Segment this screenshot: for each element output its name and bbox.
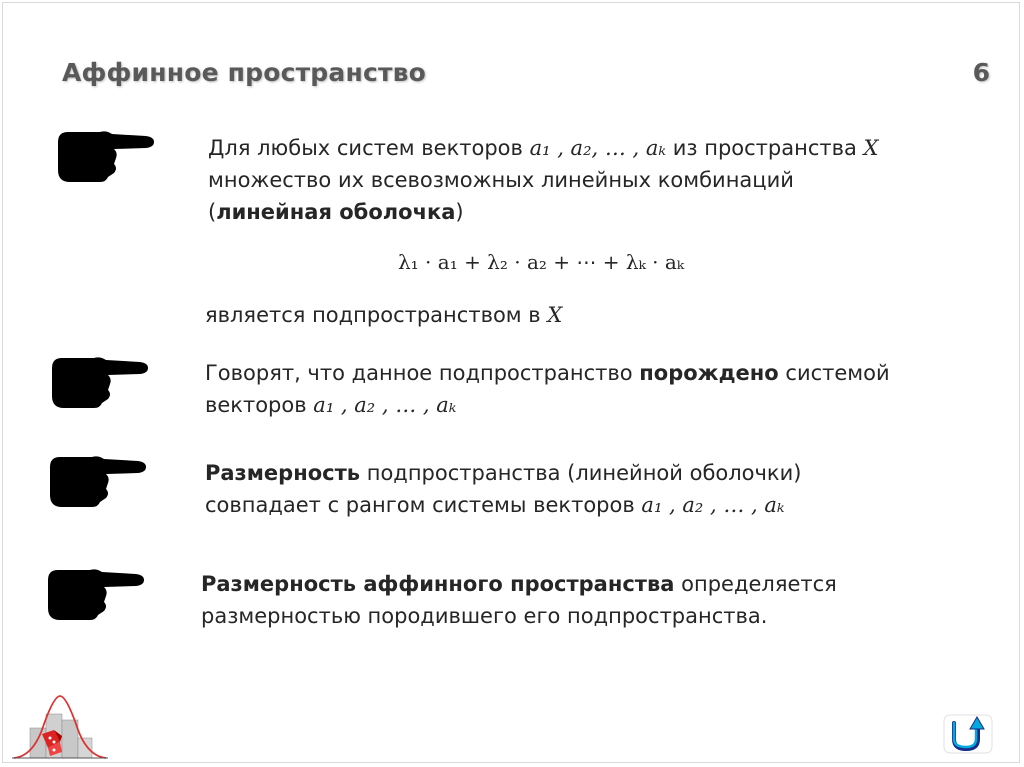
slide-title: Аффинное пространство [62, 58, 427, 87]
return-arrow-icon[interactable] [940, 713, 996, 755]
bold-term: линейная оболочка [216, 200, 456, 224]
text-line: множество их всевозможных линейных комбинаций [208, 168, 794, 192]
text-span: ( [208, 200, 217, 224]
vector-list: a₁ , a₂ , … , aₖ [313, 393, 457, 417]
space-symbol: X [547, 303, 563, 327]
pointing-hand-icon [56, 128, 156, 184]
text-span: ) [455, 200, 464, 224]
text-span: Для любых систем векторов [208, 136, 530, 160]
subspace-statement [205, 299, 562, 331]
bold-term: Размерность [205, 461, 361, 485]
slide-page-number: 6 [972, 58, 990, 87]
text-span: Говорят, что данное подпространство [205, 361, 640, 385]
text-span: из пространства [666, 136, 864, 160]
text-span: совпадает с рангом системы векторов [205, 493, 642, 517]
bold-term: Размерность аффинного пространства [201, 572, 675, 596]
space-symbol: X [863, 136, 879, 160]
text-line: размерностью породившего его подпространства. [201, 604, 768, 628]
text-span: векторов [205, 393, 314, 417]
generated-paragraph [205, 357, 965, 421]
vector-list: a₁ , a₂, … , aₖ [529, 136, 667, 160]
dimension-paragraph [205, 457, 965, 521]
bell-curve-dice-logo-icon [10, 694, 110, 762]
bold-term: порождено [639, 361, 779, 385]
text-span: определяется [674, 572, 837, 596]
pointing-hand-icon [48, 453, 148, 509]
text-span: подпространства (линейной оболочки) [360, 461, 802, 485]
text-span: является подпространством в [205, 303, 548, 327]
pointing-hand-icon [50, 354, 150, 410]
text-span: системой [778, 361, 890, 385]
pointing-hand-icon [46, 566, 146, 622]
linear-combination-formula: λ₁ · a₁ + λ₂ · a₂ + ⋯ + λₖ · aₖ [398, 250, 685, 274]
affine-dimension-paragraph [201, 568, 961, 632]
vector-list: a₁ , a₂ , … , aₖ [641, 493, 785, 517]
definition-paragraph [208, 132, 968, 228]
